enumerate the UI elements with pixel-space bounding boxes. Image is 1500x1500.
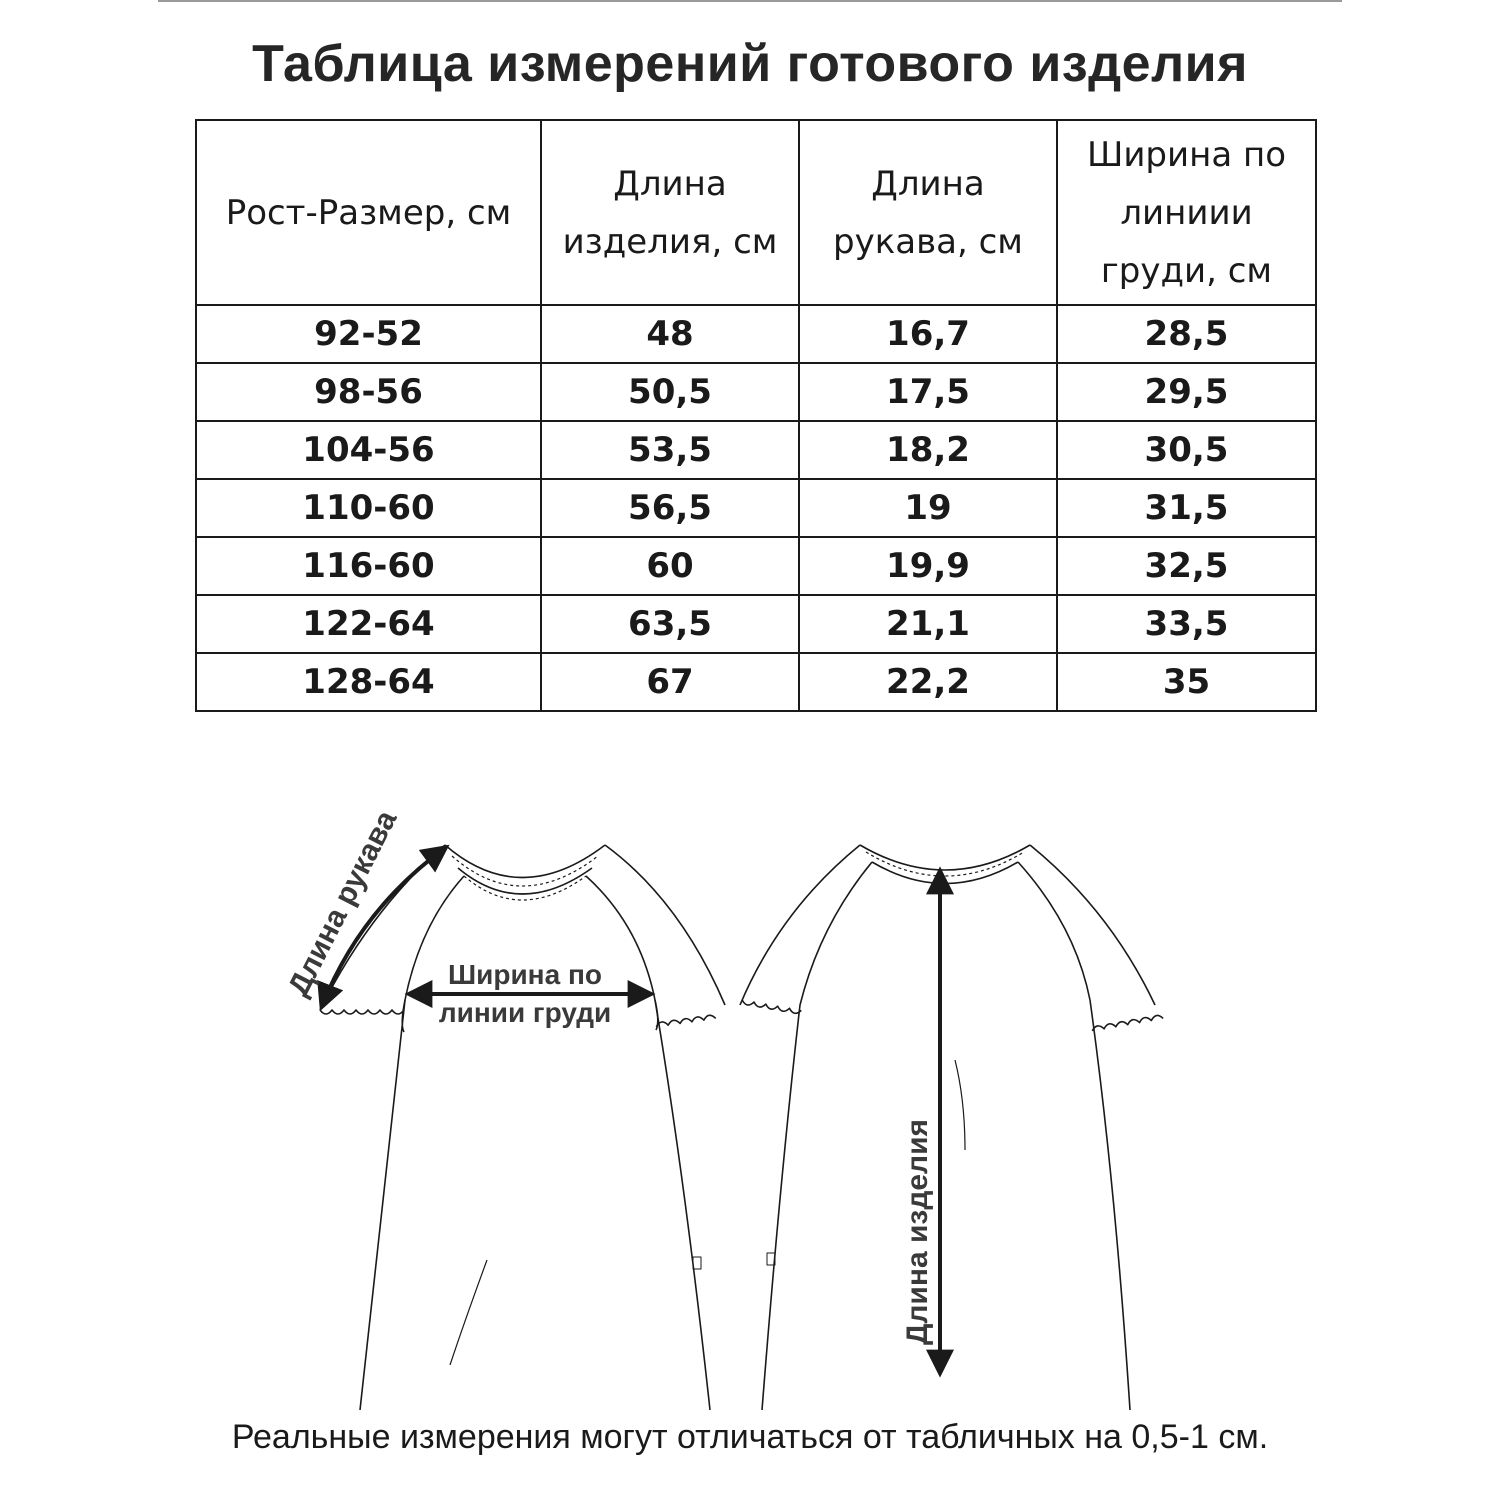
header-sleeve-length: Длина рукава, см: [799, 120, 1057, 305]
header-chest-width: Ширина по линиии груди, см: [1057, 120, 1316, 305]
front-body-right: [655, 1000, 710, 1410]
table-cell: 50,5: [541, 363, 799, 421]
table-cell: 98-56: [196, 363, 541, 421]
table-cell: 104-56: [196, 421, 541, 479]
table-cell: 92-52: [196, 305, 541, 363]
back-sleeve-ruffle-left: [741, 1000, 801, 1014]
front-sleeve-right: [605, 845, 725, 1005]
back-dress-drawing: [740, 845, 1163, 1410]
chest-width-label-line1: Ширина по: [448, 959, 602, 990]
table-cell: 116-60: [196, 537, 541, 595]
table-cell: 48: [541, 305, 799, 363]
back-sleeve-left: [740, 845, 860, 1005]
back-body-left: [762, 1005, 800, 1410]
table-cell: 110-60: [196, 479, 541, 537]
front-sleeve-ruffle-right: [656, 1014, 716, 1026]
chest-width-label-line2: линии груди: [438, 997, 612, 1028]
table-row: [196, 479, 1316, 537]
table-cell: 128-64: [196, 653, 541, 711]
front-body-left: [360, 1000, 405, 1410]
table-cell: 35: [1057, 653, 1316, 711]
item-length-label: Длина изделия: [901, 1118, 934, 1346]
table-cell: 56,5: [541, 479, 799, 537]
header-item-length: Длина изделия, см: [541, 120, 799, 305]
header-height-size: Рост-Размер, см: [196, 120, 541, 305]
table-row: [196, 537, 1316, 595]
table-cell: 63,5: [541, 595, 799, 653]
back-raglan-seam-left: [800, 862, 872, 1005]
footnote: Реальные измерения могут отличаться от табличных на 0,5-1 см.: [231, 1418, 1269, 1456]
table-cell: 18,2: [799, 421, 1057, 479]
table-row: [196, 305, 1316, 363]
table-cell: 122-64: [196, 595, 541, 653]
back-sleeve-right: [1030, 845, 1155, 1005]
table-row: [196, 653, 1316, 711]
back-sleeve-ruffle-right: [1092, 1014, 1164, 1030]
front-sleeve-ruffle-left: [320, 1010, 404, 1014]
back-neckline: [860, 845, 1030, 870]
table-cell: 21,1: [799, 595, 1057, 653]
size-table: [195, 119, 1317, 712]
table-cell: 67: [541, 653, 799, 711]
table-cell: 31,5: [1057, 479, 1316, 537]
table-header-row: [196, 120, 1316, 305]
table-row: [196, 595, 1316, 653]
table-cell: 19,9: [799, 537, 1057, 595]
front-dress-drawing: [320, 845, 725, 1410]
table-cell: 17,5: [799, 363, 1057, 421]
table-cell: 16,7: [799, 305, 1057, 363]
table-cell: 33,5: [1057, 595, 1316, 653]
sleeve-length-label: Длина рукава: [281, 805, 404, 1002]
back-body-right: [1090, 1000, 1130, 1410]
table-cell: 30,5: [1057, 421, 1316, 479]
front-neckline: [445, 845, 605, 878]
table-cell: 60: [541, 537, 799, 595]
back-raglan-seam-right: [1018, 862, 1090, 1000]
page-title: Таблица измерений готового изделия: [252, 35, 1248, 93]
table-cell: 53,5: [541, 421, 799, 479]
table-row: [196, 363, 1316, 421]
table-cell: 28,5: [1057, 305, 1316, 363]
table-cell: 29,5: [1057, 363, 1316, 421]
garment-diagram: [0, 760, 1500, 1410]
top-rule: [158, 0, 1342, 2]
table-row: [196, 421, 1316, 479]
table-cell: 22,2: [799, 653, 1057, 711]
table-cell: 19: [799, 479, 1057, 537]
table-cell: 32,5: [1057, 537, 1316, 595]
